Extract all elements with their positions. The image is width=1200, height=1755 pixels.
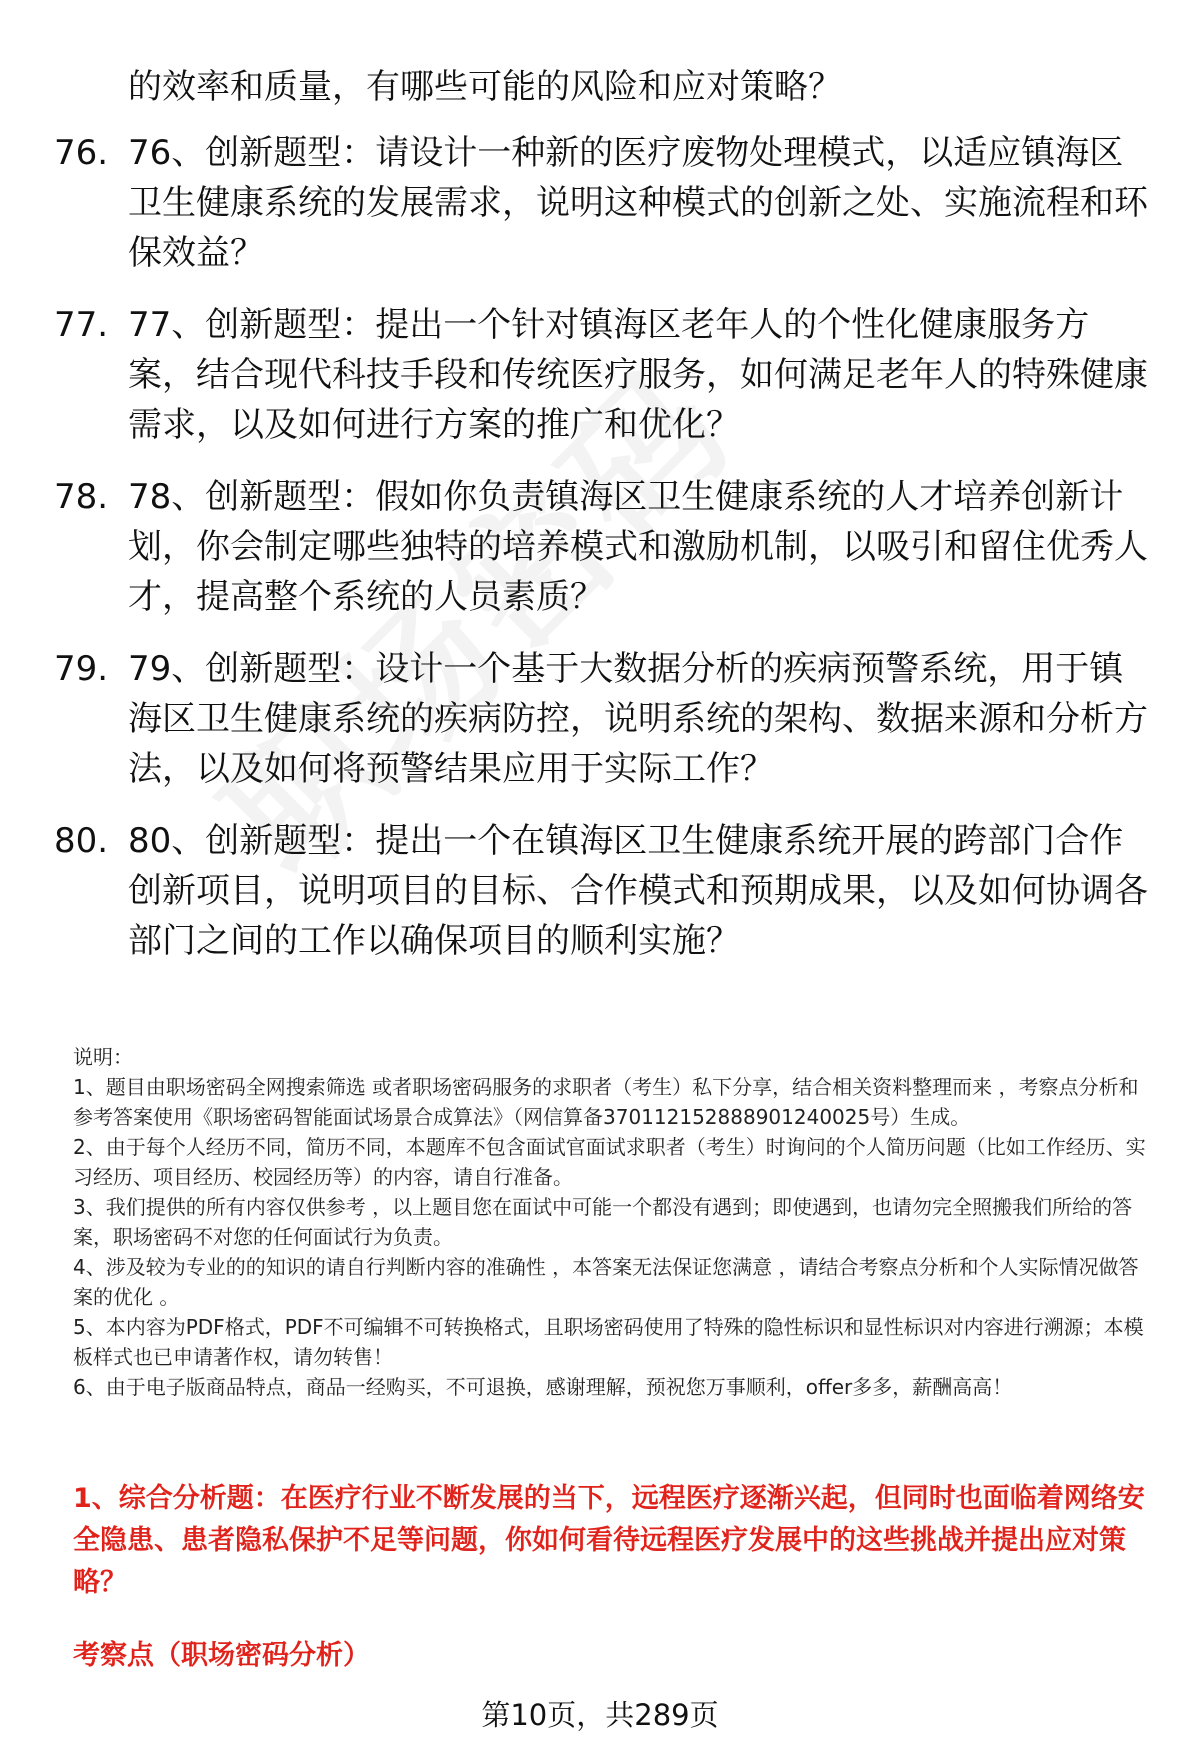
question-continuation: 的效率和质量，有哪些可能的风险和应对策略？: [128, 67, 842, 107]
note-item: 4、涉及较为专业的的知识的请自行判断内容的准确性 ，本答案无法保证您满意 ，请结合考察点分析和个人实际情况做答案的优化 。: [73, 1255, 1139, 1309]
section-question: 1、综合分析题：在医疗行业不断发展的当下，远程医疗逐渐兴起，但同时也面临着网络安全隐患、患者隐私保护不足等问题，你如何看待远程医疗发展中的这些挑战并提出应对策略？: [73, 1483, 1145, 1598]
question-number: 80.: [54, 821, 109, 861]
question-number: 79.: [54, 649, 109, 689]
question-number: 78.: [54, 477, 109, 517]
note-item: 6、由于电子版商品特点，商品一经购买，不可退换，感谢理解，预祝您万事顺利，offer多多，薪酬高高！: [73, 1375, 1013, 1399]
question-text: 77、创新题型：提出一个针对镇海区老年人的个性化健康服务方案，结合现代科技手段和传统医疗服务，如何满足老年人的特殊健康需求，以及如何进行方案的推广和优化？: [128, 305, 1148, 445]
page-footer: 第10页，共289页: [481, 1698, 719, 1732]
question-text: 76、创新题型：请设计一种新的医疗废物处理模式，以适应镇海区卫生健康系统的发展需求，说明这种模式的创新之处、实施流程和环保效益？: [128, 133, 1148, 273]
note-item: 5、本内容为PDF格式，PDF不可编辑不可转换格式，且职场密码使用了特殊的隐性标识和显性标识对内容进行溯源；本模板样式也已申请著作权，请勿转售！: [73, 1315, 1144, 1369]
note-item: 2、由于每个人经历不同，简历不同，本题库不包含面试官面试求职者（考生）时询问的个人简历问题（比如工作经历、实习经历、项目经历、校园经历等）的内容，请自行准备。: [73, 1135, 1146, 1189]
question-number: 76.: [54, 133, 109, 173]
question-text: 78、创新题型：假如你负责镇海区卫生健康系统的人才培养创新计划，你会制定哪些独特的培养模式和激励机制，以吸引和留住优秀人才，提高整个系统的人员素质？: [128, 477, 1148, 617]
notes-title: 说明：: [73, 1045, 133, 1069]
question-text: 80、创新题型：提出一个在镇海区卫生健康系统开展的跨部门合作创新项目，说明项目的目标、合作模式和预期成果，以及如何协调各部门之间的工作以确保项目的顺利实施？: [128, 821, 1148, 961]
question-number: 77.: [54, 305, 109, 345]
section-heading: 考察点（职场密码分析）: [73, 1640, 370, 1671]
note-item: 1、题目由职场密码全网搜索筛选 或者职场密码服务的求职者（考生）私下分享，结合相关资料整理而来 ，考察点分析和参考答案使用《职场密码智能面试场景合成算法》（网信算备370112152888901240025号）生成。: [73, 1075, 1139, 1129]
notes-section: [73, 1042, 1153, 1402]
question-text: 79、创新题型：设计一个基于大数据分析的疾病预警系统，用于镇海区卫生健康系统的疾病防控，说明系统的架构、数据来源和分析方法，以及如何将预警结果应用于实际工作？: [128, 649, 1148, 789]
note-item: 3、我们提供的所有内容仅供参考 ，以上题目您在面试中可能一个都没有遇到；即使遇到，也请勿完全照搬我们所给的答案，职场密码不对您的任何面试行为负责。: [73, 1195, 1133, 1249]
